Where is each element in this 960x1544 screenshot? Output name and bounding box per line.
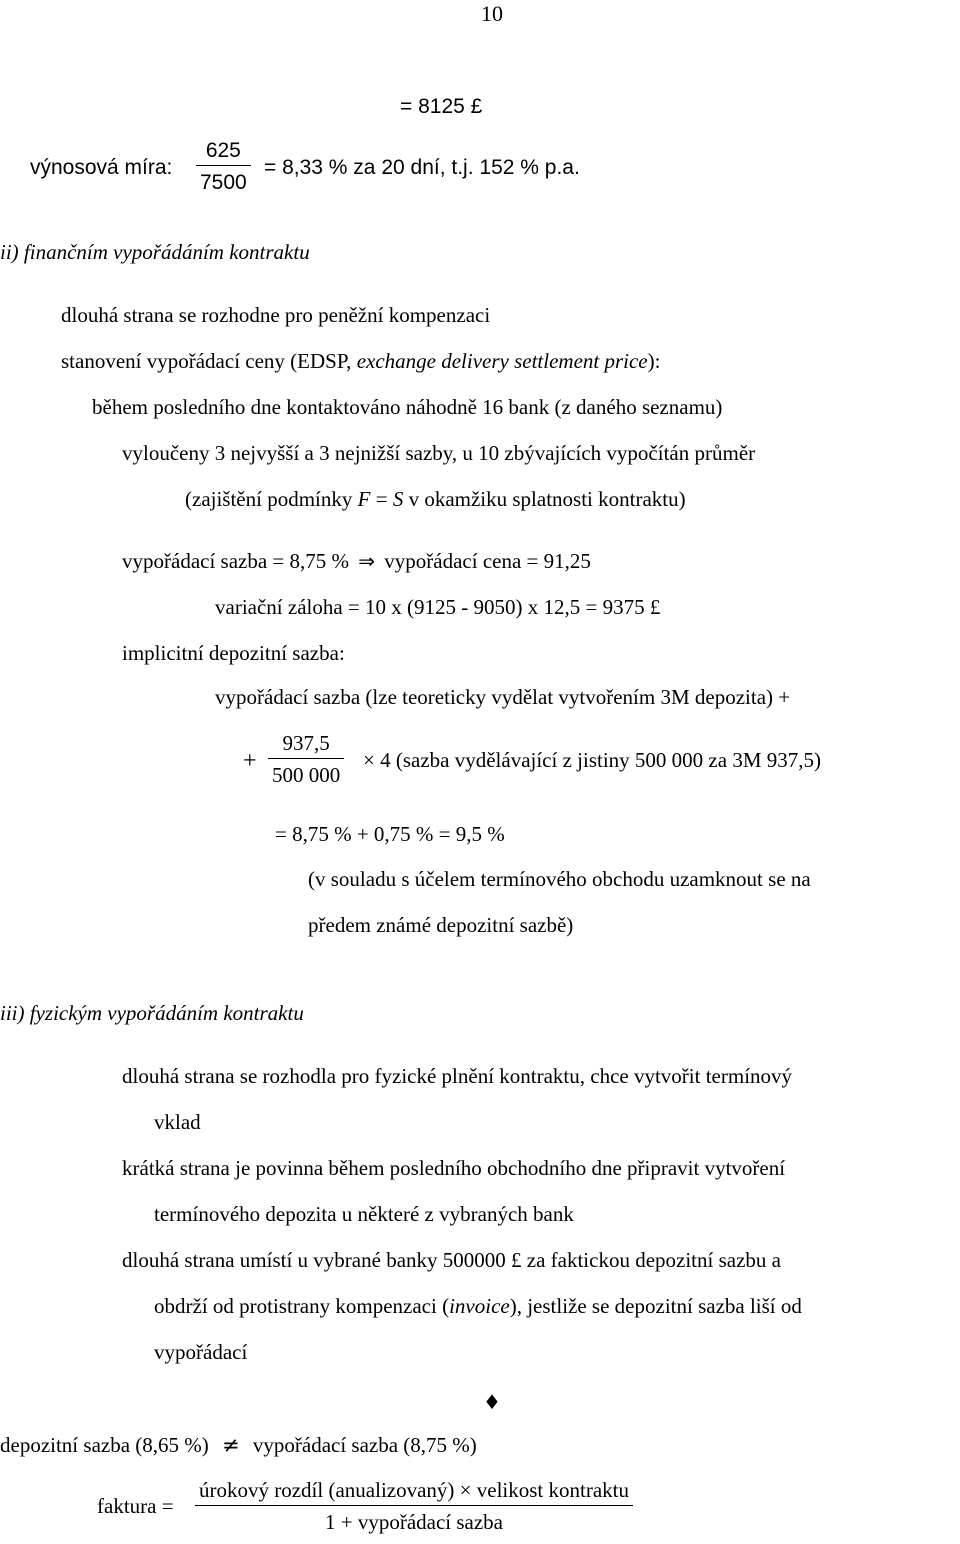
section-iii-para-1a: dlouhá strana se rozhodla pro fyzické plnění kontraktu, chce vytvořit termínový — [122, 1064, 793, 1088]
symbol-F: F — [357, 487, 371, 511]
section-iii-para-3c: vypořádací — [154, 1340, 248, 1364]
invoice-fraction — [195, 1480, 633, 1533]
condition-open: (zajištění podmínky — [185, 487, 358, 511]
diamond-icon: ♦ — [483, 1390, 501, 1414]
settlement-rate: vypořádací sazba = 8,75 % — [122, 549, 350, 573]
invoice-text-b: ), jestliže se depozitní sazba liší od — [509, 1294, 802, 1318]
invoice-text-a: obdrží od protistrany kompenzaci ( — [154, 1294, 450, 1318]
section-iii-para-1b: vklad — [154, 1110, 201, 1134]
deposit-fraction — [268, 733, 344, 786]
symbol-S: S — [392, 487, 404, 511]
section-iii-para-3b — [154, 1296, 802, 1317]
invoice-numerator: úrokový rozdíl (anualizovaný) × velikost kontraktu — [199, 1478, 629, 1502]
implies-arrow-icon: ⇒ — [358, 549, 376, 573]
section-ii-heading: ii) finančním vypořádáním kontraktu — [0, 240, 310, 264]
yield-label: výnosová míra: — [30, 156, 173, 179]
section-ii-line-10: = 8,75 % + 0,75 % = 9,5 % — [275, 822, 505, 846]
rate-comparison — [0, 1435, 477, 1456]
section-ii-line-11: (v souladu s účelem termínového obchodu uzamknout se na — [308, 867, 811, 891]
section-ii-line-4: vyloučeny 3 nejvyšší a 3 nejnižší sazby, u 10 zbývajících vypočítán průměr — [122, 441, 756, 465]
edsp-text: stanovení vypořádací ceny (EDSP, — [61, 349, 357, 373]
deposit-rate: depozitní sazba (8,65 %) — [0, 1433, 209, 1457]
settlement-price: vypořádací cena = 91,25 — [384, 549, 591, 573]
invoice-denominator: 1 + vypořádací sazba — [324, 1510, 504, 1534]
section-iii-heading: iii) fyzickým vypořádáním kontraktu — [0, 1001, 304, 1025]
section-ii-line-6 — [122, 551, 591, 572]
section-ii-line-8: implicitní depozitní sazba: — [122, 641, 345, 665]
edsp-close: ): — [647, 349, 661, 373]
section-ii-line-5 — [185, 489, 686, 510]
deposit-numerator: 937,5 — [282, 731, 330, 755]
settlement-rate-compare: vypořádací sazba (8,75 %) — [252, 1433, 477, 1457]
section-ii-line-7: variační záloha = 10 x (9125 - 9050) x 12,5 = 9375 £ — [215, 595, 661, 619]
section-ii-line-9: vypořádací sazba (lze teoreticky vydělat vytvořením 3M depozita) + — [215, 685, 791, 709]
result-line: = 8125 £ — [400, 95, 483, 118]
section-ii-line-2 — [61, 351, 660, 372]
yield-result: = 8,33 % za 20 dní, t.j. 152 % p.a. — [264, 156, 580, 179]
not-equal-icon: ≠ — [222, 1433, 240, 1457]
page-number: 10 — [481, 1, 503, 26]
section-ii-line-12: předem známé depozitní sazbě) — [308, 913, 574, 937]
section-ii-line-3: během posledního dne kontaktováno náhodně 16 bank (z daného seznamu) — [92, 395, 723, 419]
section-iii-para-2a: krátká strana je povinna během posledního obchodního dne připravit vytvoření — [122, 1156, 786, 1180]
section-ii-line-1: dlouhá strana se rozhodne pro peněžní kompenzaci — [61, 303, 491, 327]
section-iii-para-2b: termínového depozita u některé z vybraných bank — [154, 1202, 574, 1226]
yield-numerator: 625 — [205, 139, 241, 162]
condition-close: v okamžiku splatnosti kontraktu) — [403, 487, 686, 511]
section-iii-para-3a: dlouhá strana umístí u vybrané banky 500000 £ za faktickou depozitní sazbu a — [122, 1248, 781, 1272]
symbol-eq: = — [370, 487, 393, 511]
invoice-word: invoice — [449, 1294, 510, 1318]
yield-denominator: 7500 — [200, 171, 247, 194]
plus-sign: + — [243, 748, 257, 774]
edsp-english: exchange delivery settlement price — [356, 349, 648, 373]
invoice-label: faktura = — [97, 1494, 174, 1518]
deposit-denominator: 500 000 — [272, 763, 341, 787]
yield-fraction — [196, 140, 251, 193]
deposit-fraction-rest: × 4 (sazba vydělávající z jistiny 500 000 za 3M 937,5) — [363, 748, 821, 772]
